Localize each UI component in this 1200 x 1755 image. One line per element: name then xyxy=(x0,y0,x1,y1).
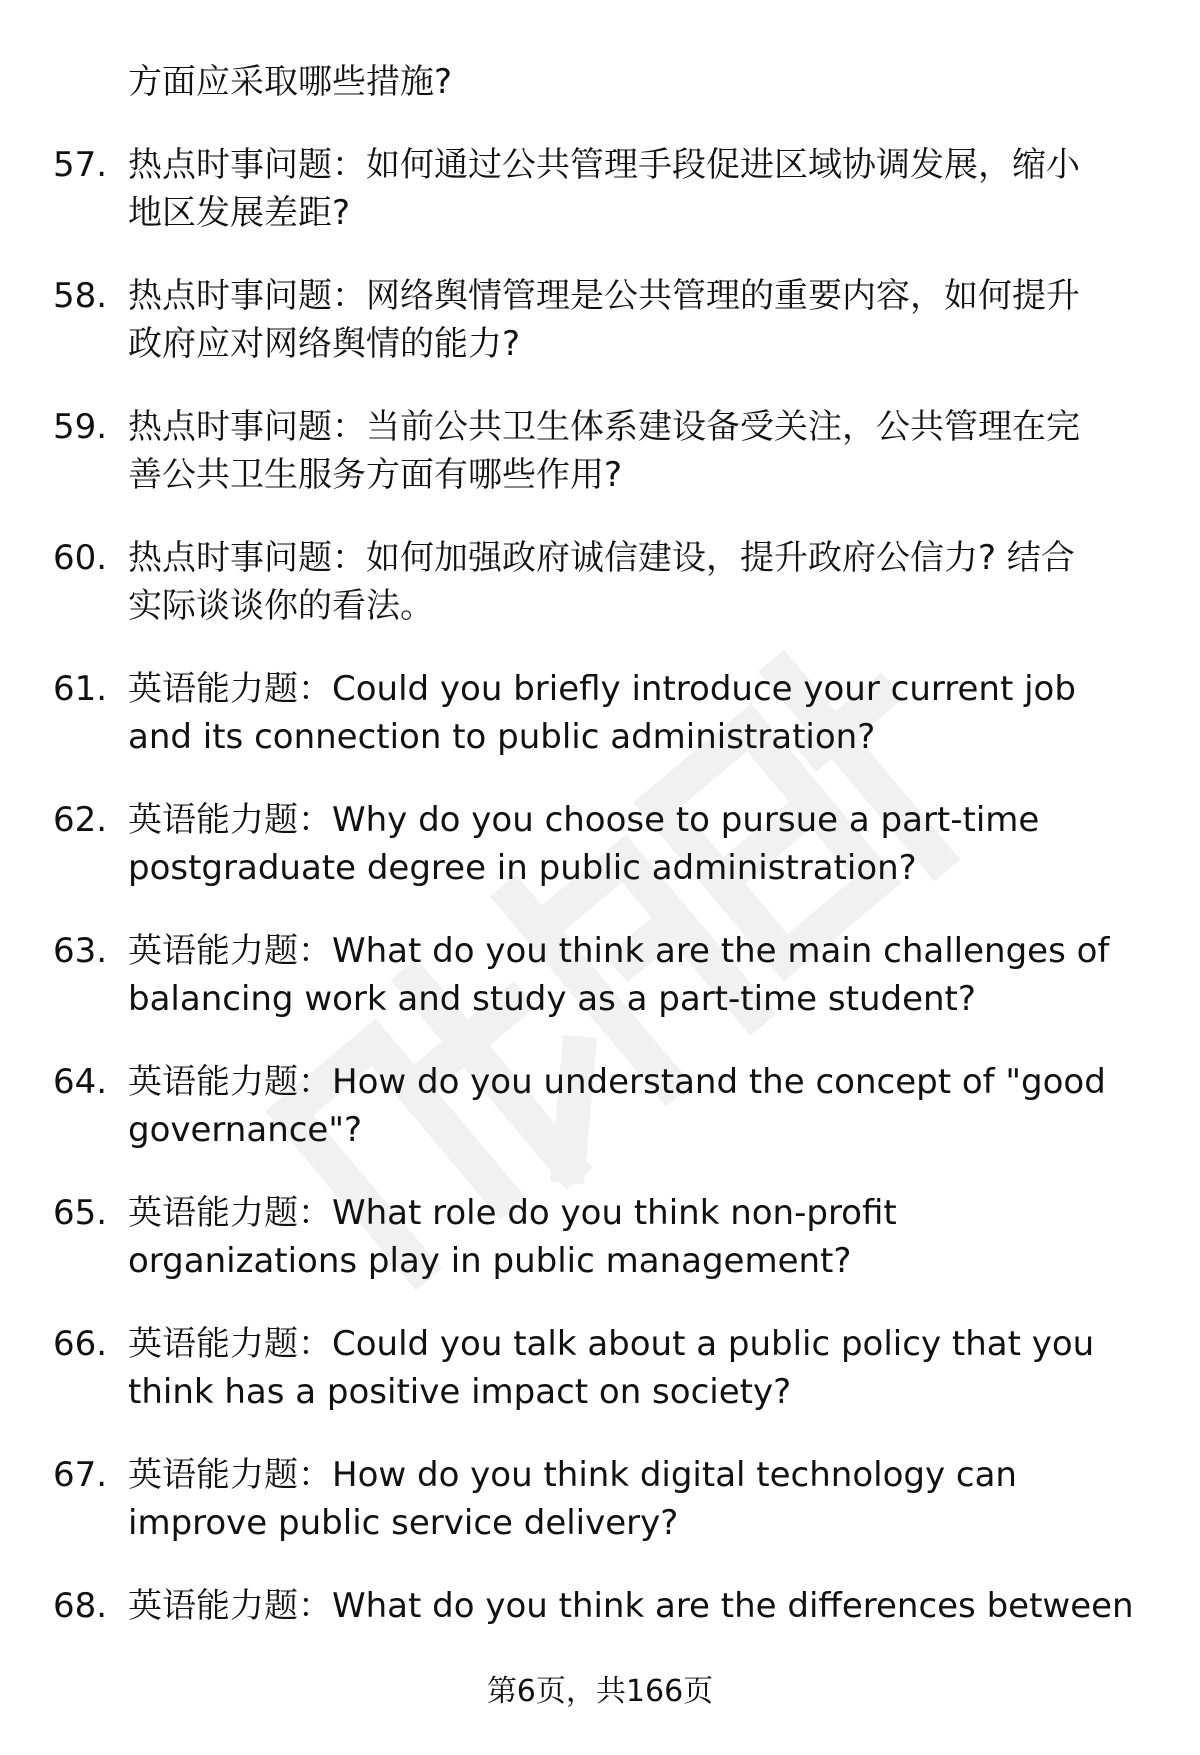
question-text-line: postgraduate degree in public administration? xyxy=(128,848,917,888)
question-text-line: 英语能力题：How do you think digital technology can xyxy=(128,1455,1017,1495)
question-number: 65. xyxy=(53,1193,108,1233)
question-text-line: 地区发展差距? xyxy=(128,193,351,233)
question-item xyxy=(0,1451,1158,1547)
question-item xyxy=(0,272,1158,368)
question-text-line: 英语能力题：Why do you choose to pursue a part-time xyxy=(128,800,1040,840)
question-item xyxy=(0,1189,1158,1285)
question-number: 67. xyxy=(53,1455,108,1495)
question-number: 62. xyxy=(53,800,108,840)
items-container xyxy=(0,141,1200,1630)
question-text-line: 英语能力题：What role do you think non-profit xyxy=(128,1193,897,1233)
question-text-line: 英语能力题：What do you think are the differences between xyxy=(128,1586,1134,1626)
question-item xyxy=(0,1058,1158,1154)
question-number: 57. xyxy=(53,145,108,185)
question-text-line: 热点时事问题：如何通过公共管理手段促进区域协调发展，缩小 xyxy=(128,145,1080,185)
question-text-line: organizations play in public management? xyxy=(128,1241,852,1281)
question-number: 66. xyxy=(53,1324,108,1364)
question-text-line: 英语能力题：Could you talk about a public policy that you xyxy=(128,1324,1095,1364)
question-text-line: 政府应对网络舆情的能力? xyxy=(128,324,521,364)
question-item xyxy=(0,796,1158,892)
question-text-line: balancing work and study as a part-time student? xyxy=(128,979,976,1019)
question-number: 59. xyxy=(53,407,108,447)
question-item xyxy=(0,665,1158,761)
question-text-line: 英语能力题：Could you briefly introduce your current job xyxy=(128,669,1076,709)
page-footer: 第6页，共166页 xyxy=(486,1674,714,1709)
question-item xyxy=(0,1582,1158,1630)
continuation-line: 方面应采取哪些措施? xyxy=(128,62,453,102)
question-item xyxy=(0,403,1158,499)
question-item xyxy=(0,1320,1158,1416)
question-list xyxy=(0,58,1200,1630)
question-number: 68. xyxy=(53,1586,108,1626)
question-number: 63. xyxy=(53,931,108,971)
question-number: 61. xyxy=(53,669,108,709)
question-item xyxy=(0,927,1158,1023)
question-text-line: think has a positive impact on society? xyxy=(128,1372,792,1412)
question-text-line: 英语能力题：What do you think are the main challenges of xyxy=(128,931,1110,971)
question-text-line: 实际谈谈你的看法。 xyxy=(128,586,434,626)
question-item xyxy=(0,141,1158,237)
question-number: 64. xyxy=(53,1062,108,1102)
question-text-line: 热点时事问题：网络舆情管理是公共管理的重要内容，如何提升 xyxy=(128,276,1080,316)
question-text-line: and its connection to public administration? xyxy=(128,717,876,757)
question-text-line: governance"? xyxy=(128,1110,363,1150)
question-number: 60. xyxy=(53,538,108,578)
question-text-line: 热点时事问题：如何加强政府诚信建设，提升政府公信力? 结合 xyxy=(128,538,1075,578)
question-item xyxy=(0,534,1158,630)
question-text-line: 热点时事问题：当前公共卫生体系建设备受关注，公共管理在完 xyxy=(128,407,1080,447)
question-text-line: 英语能力题：How do you understand the concept of "good xyxy=(128,1062,1106,1102)
question-text-line: 善公共卫生服务方面有哪些作用? xyxy=(128,455,623,495)
question-text-line: improve public service delivery? xyxy=(128,1503,679,1543)
question-number: 58. xyxy=(53,276,108,316)
